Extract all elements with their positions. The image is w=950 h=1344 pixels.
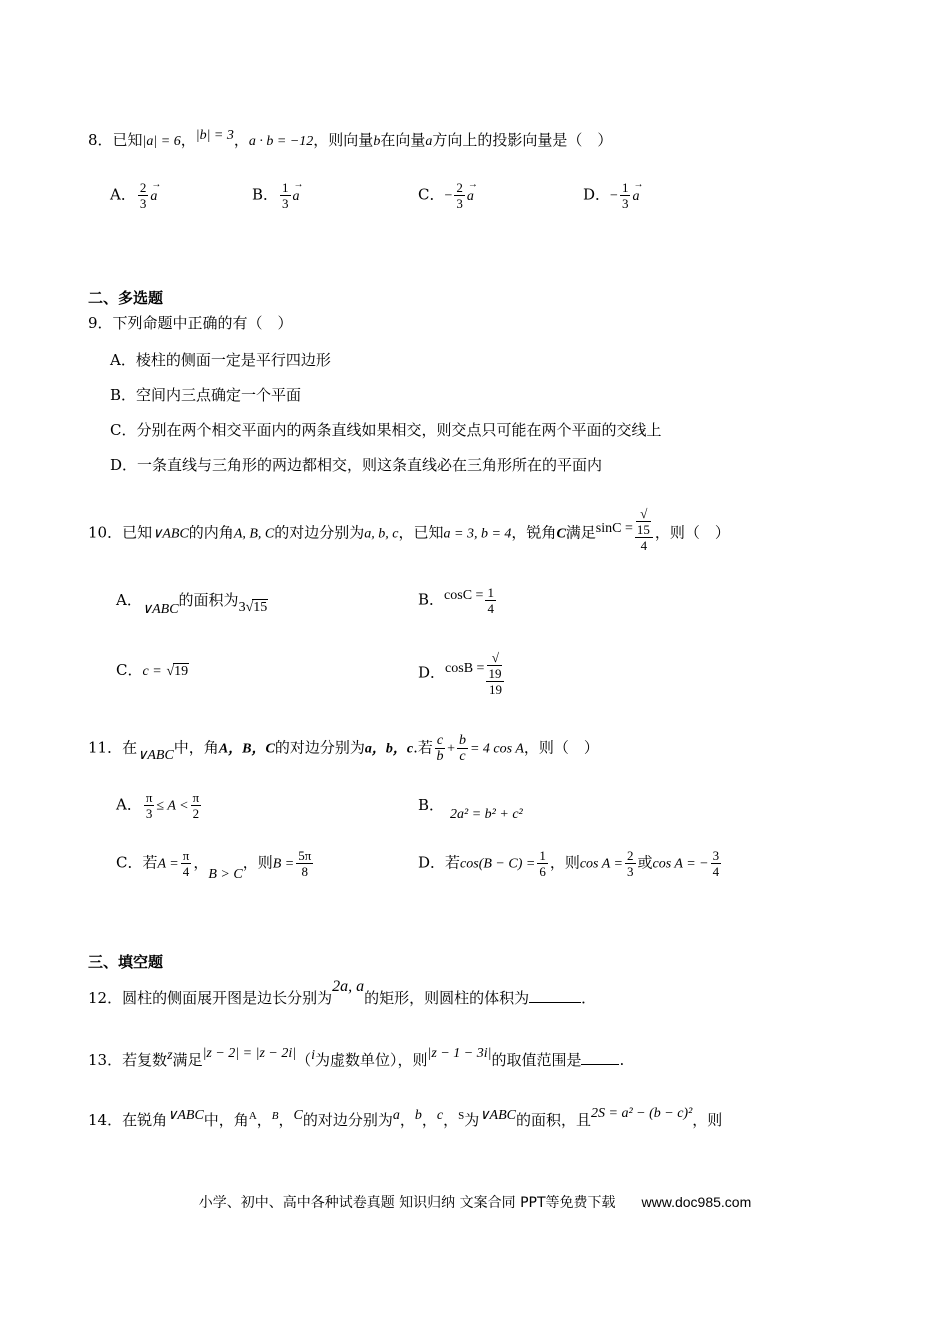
fraction: $\frac{2}{3}$: [456, 180, 463, 211]
q11-option-d: D．若cos(B − C) = $\frac{1}{6}$ ，则cos A = $\frac{2}{3}$ 或cos A = − $\frac{3}{4}$: [418, 848, 720, 879]
fraction: $\frac{1}{3}$: [282, 180, 289, 211]
q11-option-a: A． $\frac{\pi}{3}$ ≤ A < $\frac{\pi}{2}$: [116, 790, 200, 821]
fraction: $\frac{1}{3}$: [621, 180, 629, 211]
q9-option-d: D．一条直线与三角形的两边都相交，则这条直线必在三角形所在的平面内: [110, 456, 603, 474]
fraction: $\frac{\pi}{3}$: [145, 790, 153, 821]
q9-stem: 9．下列命题中正确的有（ ）: [88, 314, 293, 332]
answer-blank[interactable]: [581, 1050, 619, 1065]
q12-stem: 12．圆柱的侧面展开图是边长分别为2a, a的矩形，则圆柱的体积为 ．: [88, 978, 597, 1007]
q11-option-b: B．2a² = b² + c²: [418, 796, 523, 822]
q10-option-c: C．c = √19: [116, 661, 189, 679]
fraction: $\frac{\pi}{2}$: [192, 790, 200, 821]
fraction: $\frac{1}{6}$: [539, 848, 546, 879]
q8-option-d: D．− $\frac{1}{3}$ a →: [583, 180, 639, 211]
q10-stem: 10．已知∨ABC的内角A, B, C的对边分别为a, b, c，已知a = 3, b = 4，锐角C满足sinC = √ 15 4 ，则（ ）: [88, 506, 730, 553]
q9-option-b: B．空间内三点确定一个平面: [110, 386, 302, 404]
q11-option-c: C．若A = $\frac{\pi}{4}$ ，B > C，则B = $\frac{5\pi}{8}$: [116, 848, 312, 882]
q8-option-b: B． $\frac{1}{3}$ a →: [252, 180, 300, 211]
q9-option-c: C．分别在两个相交平面内的两条直线如果相交，则交点只可能在两个平面的交线上: [110, 421, 662, 439]
q14-stem: 14．在锐角∨ABC中，角$^A$，$^B$，C的对边分别为a，b，c，$^S$为∨ABC的面积，且2S = a² − (b − c)²，则: [88, 1106, 723, 1129]
footer-url[interactable]: www.doc985.com: [641, 1194, 752, 1210]
fraction: $\frac{b}{c}$: [458, 733, 466, 764]
q9-option-a: A．棱柱的侧面一定是平行四边形: [110, 351, 331, 369]
section-title-fill-blank: 三、填空题: [88, 953, 164, 971]
q10-option-b: B．cosC = $\frac{1}{4}$: [418, 585, 494, 616]
fraction: $\frac{2}{3}$: [139, 180, 147, 211]
footer-text: 小学、初中、高中各种试卷真题 知识归纳 文案合同 PPT等免费下载: [198, 1195, 616, 1211]
q8-option-a: A． $\frac{2}{3}$ a →: [110, 180, 157, 211]
q8-stem: 8．已知|a| = 6，|b| = 3，a · b = −12，则向量b在向量a方向上的投影向量是（ ）: [88, 128, 613, 149]
q11-stem: 11．在∨ABC中，角A，B，C的对边分别为a，b，c.若 $\frac{c}{b}$ + $\frac{b}{c}$ = 4 cos A，则（ ）: [88, 733, 599, 764]
fraction: $\frac{2}{3}$: [627, 848, 634, 879]
section-title-multiple-choice: 二、多选题: [88, 289, 164, 307]
q10-option-a: A．∨ABC的面积为3√15: [116, 591, 268, 617]
fraction: $\frac{3}{4}$: [712, 848, 720, 879]
fraction: $\frac{1}{4}$: [487, 585, 494, 616]
fraction: $\frac{5\pi}{8}$: [298, 848, 312, 879]
fraction: $\frac{c}{b}$: [436, 733, 444, 764]
q8-option-c: C．− $\frac{2}{3}$ a →: [418, 180, 474, 211]
q13-stem: 13．若复数z满足|z − 2| = |z − 2i|（i为虚数单位），则|z − 1 − 3i|的取值范围是 .: [88, 1046, 625, 1069]
fraction: √ 19 19: [486, 650, 504, 697]
answer-blank[interactable]: [529, 988, 581, 1003]
page-footer: [0, 1192, 950, 1212]
fraction: √ 15 4: [635, 506, 653, 553]
fraction: $\frac{\pi}{4}$: [182, 848, 190, 879]
q10-option-d: D．cosB = √ 19 19: [418, 650, 506, 697]
